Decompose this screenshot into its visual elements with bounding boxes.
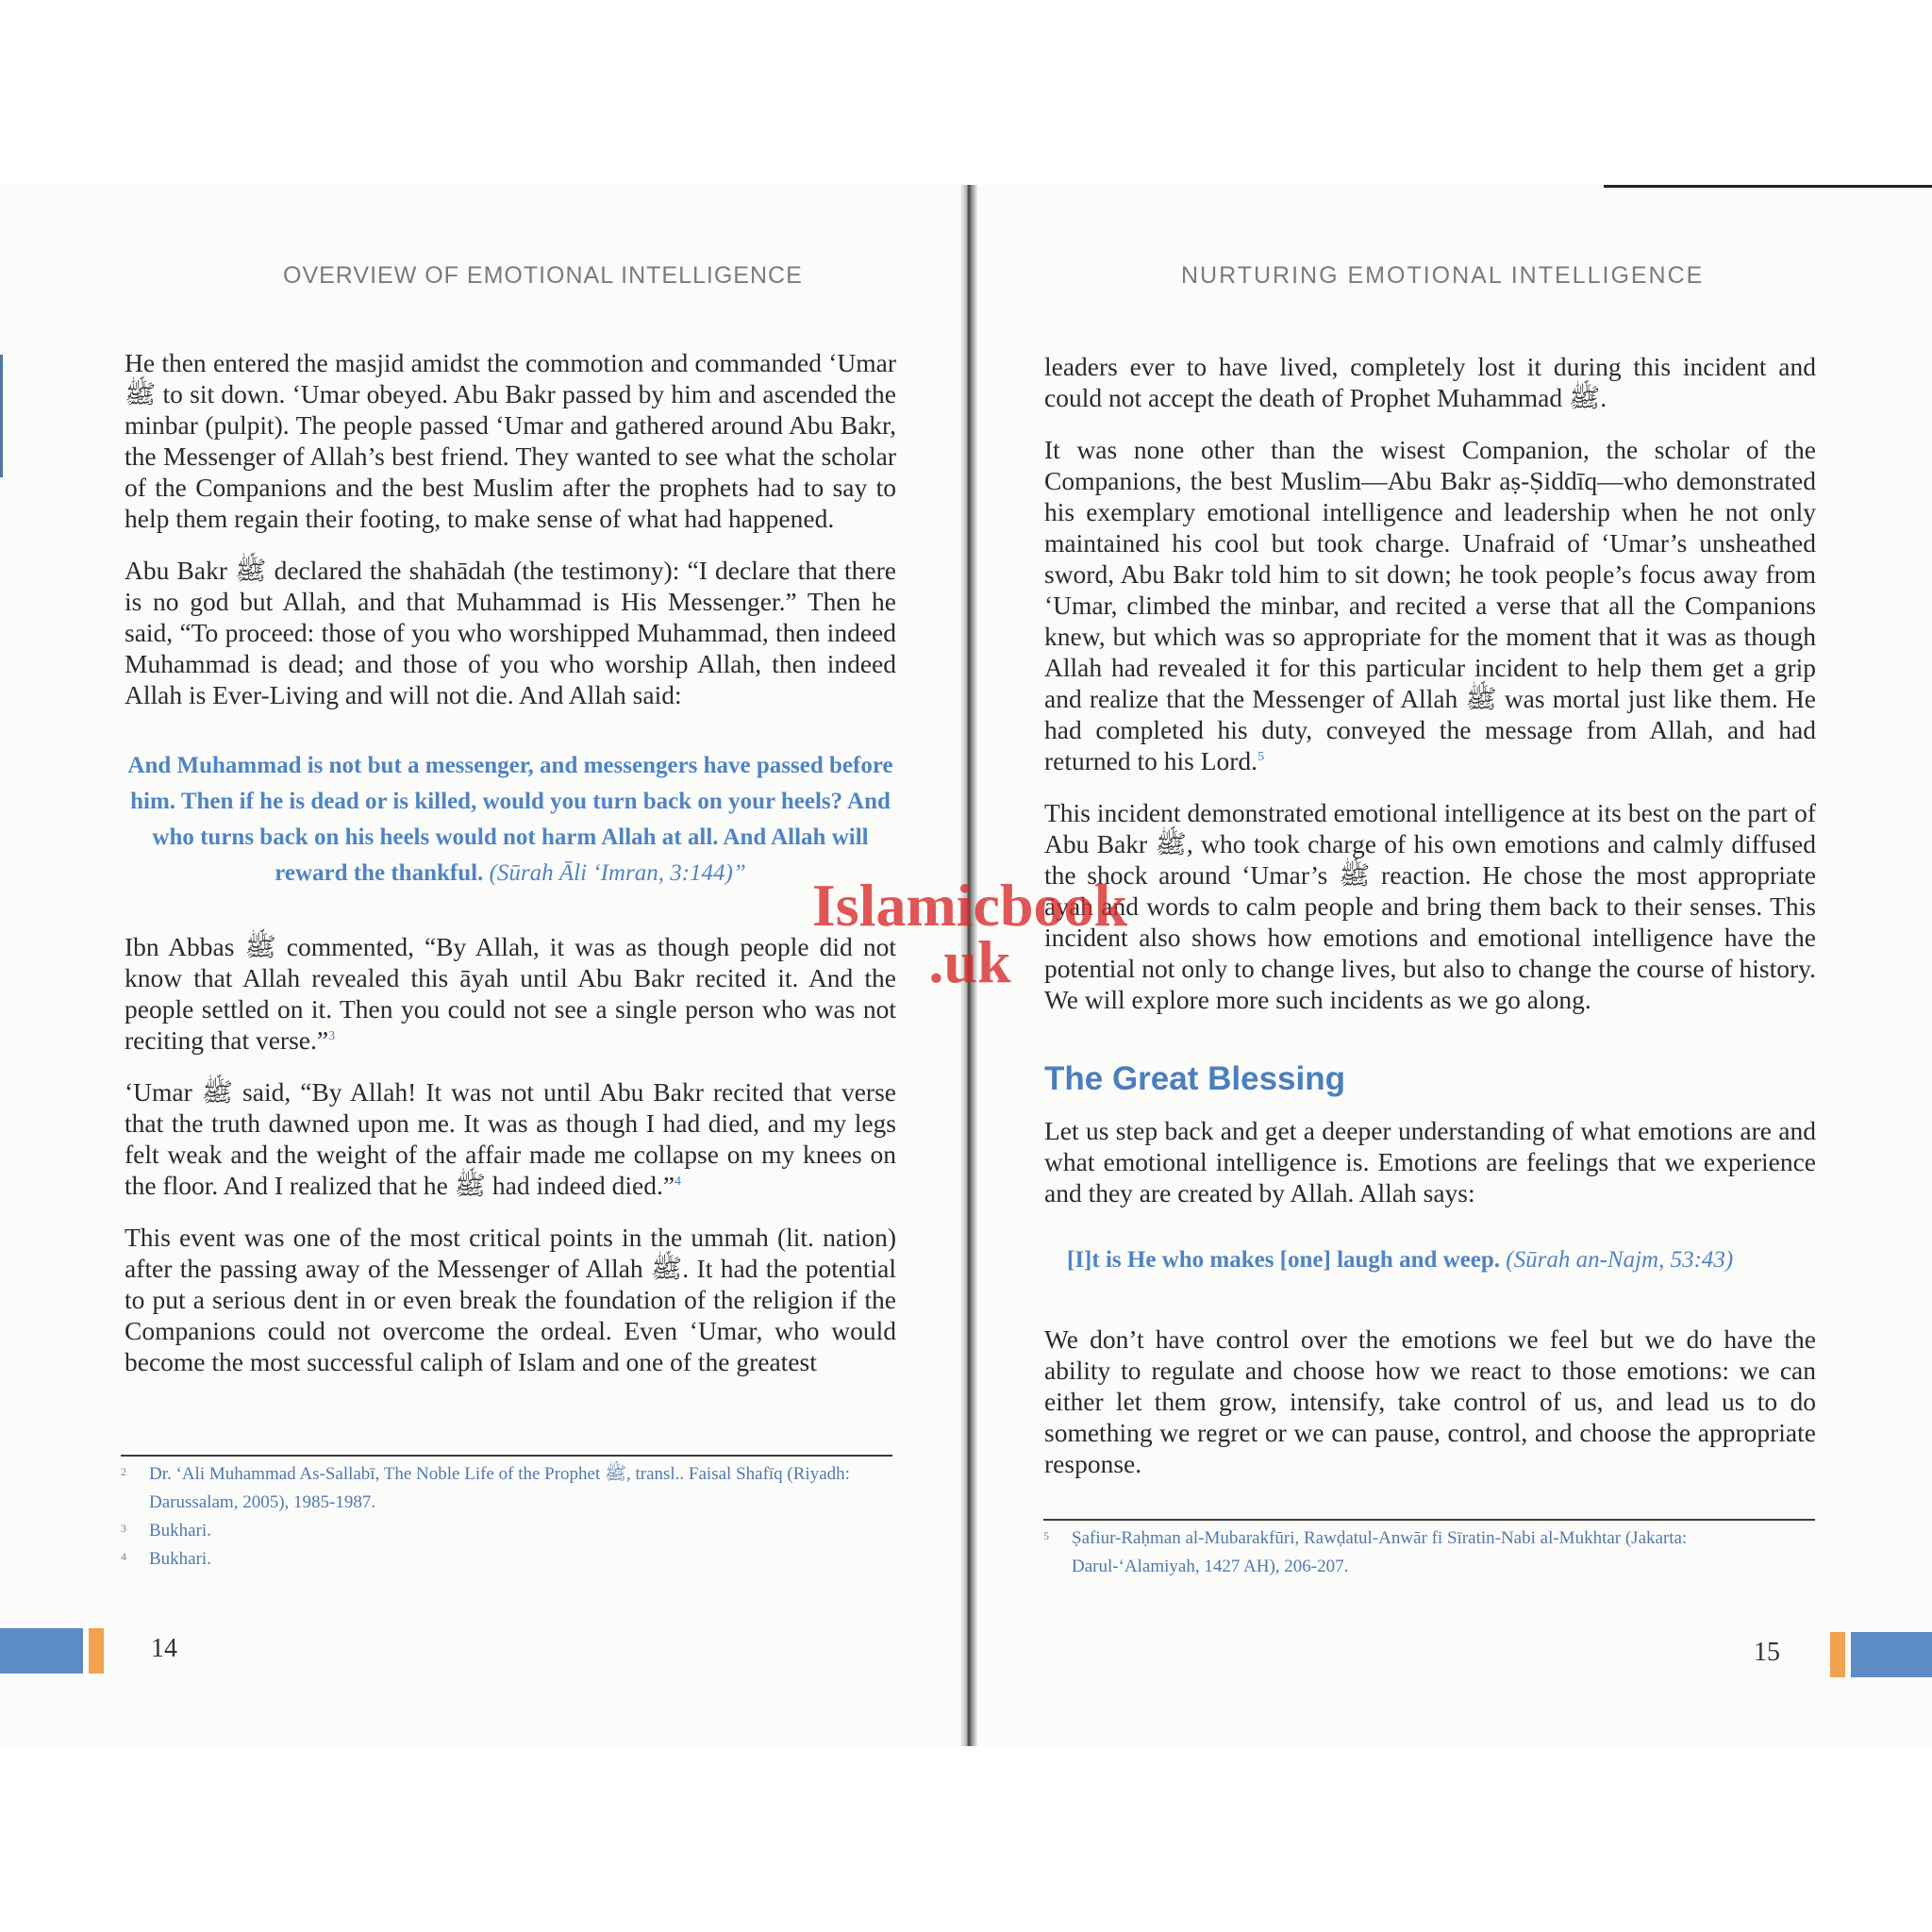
body-paragraph: This event was one of the most critical points in the ummah (lit. nation) after the passing away of the Messenger of Allah ﷺ. It had the potential to put a serious dent in or even break the foundation of the religion if the Companions could not overcome the ordeal. Even ‘Umar, who would become the most successful caliph of Islam and one of the greatest — [125, 1223, 897, 1376]
section-heading: The Great Blessing — [1044, 1060, 1345, 1097]
body-paragraph: We don’t have control over the emotions we feel but we do have the ability to regulate and choose how we react to those emotions: we can either let them grow, intensify, take control of us, and lead us to do something we regret or we can pause, control, and choose the appropriate response. — [1044, 1324, 1816, 1478]
body-paragraph — [125, 931, 896, 1056]
quote-reference: (Sūrah an-Najm, 53:43) — [1506, 1247, 1734, 1273]
watermark-line: Islamicbook — [811, 872, 1128, 939]
footnote — [121, 1460, 894, 1517]
quote-text: And Muhammad is not but a messenger, and messengers have passed before him. Then if he is dead or is killed, would you turn back on your heels? And who turns back on his heels would not harm Allah at all. And Allah will reward the thankful. — [127, 753, 893, 886]
footnote-number: 3 — [121, 1522, 126, 1535]
paragraph-text: ‘Umar ﷺ said, “By Allah! It was not until Abu Bakr recited that verse that the truth dawned upon me. It was as though I had died, and my legs felt weak and the weight of the affair made me collapse on my knees on the floor. And I realized that he ﷺ had indeed died.” — [125, 1077, 896, 1200]
footnote — [1043, 1524, 1817, 1581]
quran-quote — [1067, 1242, 1816, 1278]
page-number-right: 15 — [1754, 1638, 1780, 1667]
body-paragraph: leaders ever to have lived, completely lost it during this incident and could not accept the death of Prophet Muhammad ﷺ. — [1044, 352, 1816, 412]
footnote-number: 4 — [121, 1550, 126, 1563]
body-paragraph: He then entered the masjid amidst the commotion and commanded ‘Umar ﷺ to sit down. ‘Umar obeyed. Abu Bakr passed by him and ascended the minbar (pulpit). The people passed ‘Umar and gathered around Abu Bakr, the Messenger of Allah’s best friend. They wanted to see what the scholar of the Companions and the best Muslim after the prophets had to say to help them regain their footing, to make sense of what had happened. — [125, 348, 896, 533]
footnote-text: Bukhari. — [149, 1521, 211, 1541]
left-text-column — [125, 347, 896, 1398]
footnote — [121, 1517, 894, 1545]
paragraph-text: It was none other than the wisest Companion, the scholar of the Companions, the best Muslim—Abu Bakr aṣ-Ṣiddīq—who demonstrated his exemplary emotional intelligence and leadership when he not only maintained his cool but took charge. Unafraid of ‘Umar’s unsheathed sword, Abu Bakr told him to sit down; he took people’s focus away from ‘Umar, climbed the minbar, and recited a verse that all the Companions knew, but which was so appropriate for the moment that it was as though Allah had revealed it for this particular incident to help them get a grip and realize that the Messenger of Allah ﷺ was mortal just like them. He had completed his duty, conveyed the message from Allah, and had returned to his Lord. — [1044, 435, 1816, 775]
footnotes-left — [121, 1460, 894, 1574]
body-paragraph: This incident demonstrated emotional intelligence at its best on the part of Abu Bakr ﷺ, who took charge of his own emotions and calmly diffused the shock around ‘Umar’s ﷺ reaction. He chose the most appropriate āyah and words to calm people and bring them back to their senses. This incident also shows how emotions and emotional intelligence have the potential not only to change lives, but also to change the course of history. We will explore more such incidents as we go along. — [1044, 798, 1816, 1014]
quote-text: [I]t is He who makes [one] laugh and weep. — [1067, 1247, 1501, 1273]
page-tab-blue — [0, 1628, 83, 1674]
page-number-left: 14 — [151, 1634, 177, 1663]
footnote-number: 2 — [121, 1465, 126, 1478]
footnote-text: Ṣafiur-Raḥman al-Mubarakfūri, Rawḍatul-Anwār fi Sīratin-Nabi al-Mukhtar (Jakarta: Darul-‘Alamiyah, 1427 AH), 206-207. — [1072, 1528, 1688, 1576]
quote-reference: (Sūrah Āli ‘Imran, 3:144)” — [489, 860, 746, 886]
quran-quote — [125, 748, 896, 891]
body-paragraph — [1044, 434, 1816, 776]
footnote-text: Bukhari. — [149, 1549, 211, 1569]
paragraph-text: Ibn Abbas ﷺ commented, “By Allah, it was as though people did not know that Allah revealed this āyah until Abu Bakr recited it. And the people settled on it. Then you could not see a single person who was not reciting that verse.” — [125, 932, 896, 1055]
footnote-text: Dr. ‘Ali Muhammad As-Sallabī, The Noble Life of the Prophet ﷺ, transl.. Faisal Shafīq (Riyadh: Darussalam, 2005), 1985-1987. — [149, 1464, 850, 1512]
watermark — [800, 872, 1140, 995]
footnote-mark[interactable]: 4 — [675, 1174, 682, 1189]
footnote-mark[interactable]: 5 — [1257, 749, 1265, 764]
body-paragraph: Abu Bakr ﷺ declared the shahādah (the testimony): “I declare that there is no god but Allah, and that Muhammad is His Messenger.” Then he said, “To proceed: those of you who worshipped Muhammad, then indeed Muhammad is dead; and those of you who worship Allah, then indeed Allah is Ever-Living and will not die. And Allah said: — [125, 556, 896, 709]
body-paragraph: Let us step back and get a deeper understanding of what emotions are and what emotional intelligence is. Emotions are feelings that we experience and they are created by Allah. Allah says: — [1044, 1116, 1816, 1208]
right-text-column — [1044, 351, 1816, 1500]
footnote — [121, 1545, 894, 1574]
footnotes-right — [1043, 1524, 1817, 1581]
page-tab-blue — [1851, 1632, 1932, 1677]
page-tab-orange — [1830, 1632, 1845, 1677]
page-tab-orange — [89, 1628, 104, 1674]
watermark-line: .uk — [928, 928, 1011, 995]
footnote-divider — [1043, 1519, 1815, 1521]
footnote-divider — [121, 1455, 892, 1457]
footnote-number: 5 — [1043, 1529, 1049, 1542]
footnote-mark[interactable]: 3 — [328, 1028, 336, 1043]
running-head-right: NURTURING EMOTIONAL INTELLIGENCE — [1181, 262, 1705, 289]
body-paragraph — [125, 1076, 896, 1201]
running-head-left: OVERVIEW OF EMOTIONAL INTELLIGENCE — [283, 262, 803, 289]
